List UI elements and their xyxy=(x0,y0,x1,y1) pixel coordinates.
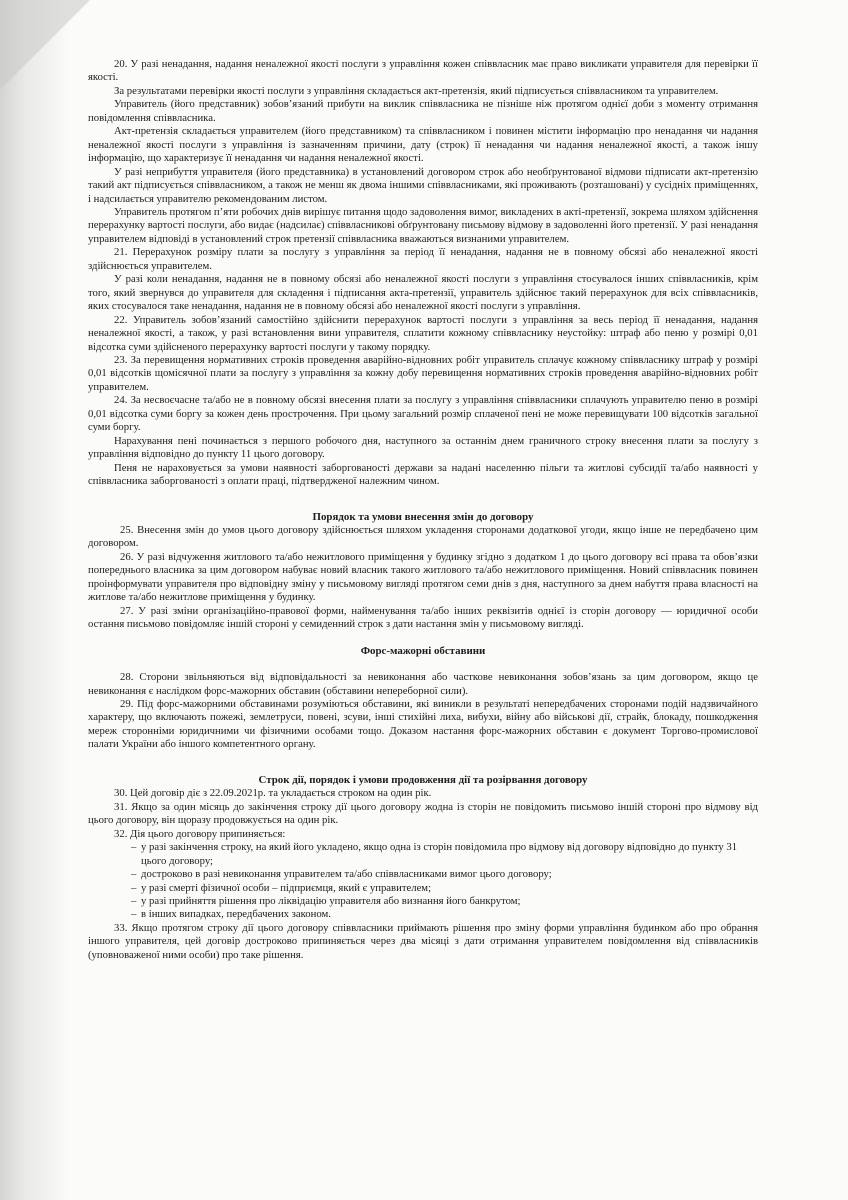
clause-29: 29. Під форс-мажорними обставинами розуміються обставини, які виникли в результаті непередбачених сторонами подій надзвичайного характеру, що включають пожежі, землетруси, повені, зсуви, інші стихійні лиха, вибухи, війну або військові дії, страйк, блокаду, пошкодження мереж сторонніми юридичними чи фізичними особами тощо. Доказом настання форс-мажорних обставин є документ Торгово-промислової палати України або іншого компетентного органу. xyxy=(88,698,758,751)
clause-20-response: Управитель протягом п’яти робочих днів вирішує питання щодо задоволення вимог, викладених в акті-претензії, зокрема шляхом здійснення перерахунку вартості послуги, або видає (надсилає) співвласникові обґрунтовану письмову відмову в задоволенні його претензії. У разі ненадання управителем відповіді в установлений строк претензії співвласника вважаються визнаними управителем. xyxy=(88,205,758,245)
clause-21: 21. Перерахунок розміру плати за послугу з управління за період її ненадання, надання не в повному обсязі або неналежної якості здійснюється управителем. xyxy=(88,246,758,272)
clause-24-accrual: Нарахування пені починається з першого робочого дня, наступного за останнім днем граничного строку внесення плати за послугу з управління відповідно до пункту 11 цього договору. xyxy=(88,434,758,461)
heading-force-majeure: Форс-мажорні обставини xyxy=(360,644,486,657)
contract-text xyxy=(88,58,758,962)
clause-20-no-show: У разі неприбуття управителя (його представника) в установлений договором строк або необґрунтованої відмови підписати акт-претензію такий акт підписується співвласником, а також не менш як двома іншими співвласниками, які проживають (розташовані) у сусідніх приміщеннях, і надсилається управителю рекомендованим листом. xyxy=(88,165,758,205)
clause-33: 33. Якщо протягом строку дії цього договору співвласники приймають рішення про зміну форми управління будинком або про обрання іншого управителя, цей договір достроково припиняється через два місяці з дати отримання управителем повідомлення від співвласників (уповноваженої ними особи) про таке рішення. xyxy=(88,921,758,961)
list-item: – в інших випадках, передбачених законом. xyxy=(88,908,758,921)
clause-31: 31. Якщо за один місяць до закінчення строку дії цього договору жодна із сторін не повідомить письмово іншій стороні про відмову від цього договору, він щоразу продовжується на один рік. xyxy=(88,800,758,827)
clause-24-exemption: Пеня не нараховується за умови наявності заборгованості держави за надані населенню пільги та житлові субсидії та/або наявності у співвласника заборгованості з оплати праці, підтвердженої належним чином. xyxy=(88,461,758,488)
clause-21-others: У разі коли ненадання, надання не в повному обсязі або неналежної якості послуги з управління стосувалося інших співвласників, крім того, який звернувся до управителя для складення і підписання акта-претензії, управитель здійснює такий перерахунок для всіх співвласників, яких стосувалося таке ненадання, надання не в повному обсязі або неналежної якості послуги з управління. xyxy=(88,273,758,313)
clause-28: 28. Сторони звільняються від відповідальності за невиконання або часткове невиконання зобов’язань за цим договором, якщо це невиконання є наслідком форс-мажорних обставин (обставини непереборної сили). xyxy=(88,671,758,697)
clause-32: 32. Дія цього договору припиняється: xyxy=(114,827,286,840)
clause-22: 22. Управитель зобов’язаний самостійно здійснити перерахунок вартості послуги з управління за весь період її ненадання, надання неналежної якості, а також, у разі встановлення вини управителя, сплатити кожному співвласнику неустойку: штраф або пеню у розмірі 0,01 відсотка суми здійсненого перерахунку вартості послуги у такому порядку. xyxy=(88,313,758,353)
clause-24: 24. За несвоєчасне та/або не в повному обсязі внесення плати за послугу з управління співвласники сплачують управителю пеню в розмірі 0,01 відсотка суми боргу за кожен день прострочення. При цьому загальний розмір сплаченої пені не може перевищувати 100 відсотків загальної суми боргу. xyxy=(88,394,758,434)
folded-corner xyxy=(0,0,90,90)
scan-edge-shadow xyxy=(0,0,70,1200)
clause-26: 26. У разі відчуження житлового та/або нежитлового приміщення у будинку згідно з додатком 1 до цього договору всі права та обов’язки попереднього власника за цим договором набуває новий власник такого житлового та/або нежитлового приміщення. Новий співвласник повинен проінформувати управителя про відповідну зміну у письмовому вигляді протягом семи днів з дня, наступного за днем набуття права власності на житлове та/або нежитлове приміщення у будинку. xyxy=(88,550,758,604)
heading-term: Строк дії, порядок і умови продовження дії та розірвання договору xyxy=(258,773,588,786)
clause-20-arrival: Управитель (його представник) зобов’язаний прибути на виклик співвласника не пізніше ніж протягом однієї доби з моменту отримання повідомлення співвласника. xyxy=(88,98,758,124)
list-item: – у разі смерті фізичної особи – підприємця, який є управителем; xyxy=(88,882,758,895)
clause-20: 20. У разі ненадання, надання неналежної якості послуги з управління кожен співвласник має право викликати управителя для перевірки її якості. xyxy=(88,58,758,84)
heading-changes: Порядок та умови внесення змін до договору xyxy=(312,510,534,523)
clause-20-act-content: Акт-претензія складається управителем (його представником) та співвласником і повинен містити інформацію про ненадання чи надання неналежної якості послуги з управління із зазначенням причини, дату (строк) її ненадання чи надання неналежної якості, а також іншу інформацію, що характеризує її ненадання чи надання неналежної якості. xyxy=(88,125,758,165)
clause-30: 30. Цей договір діє з 22.09.2021р. та укладається строком на один рік. xyxy=(114,787,432,800)
clause-20-act: За результатами перевірки якості послуги з управління складається акт-претензія, який підписується співвласником та управителем. xyxy=(114,84,719,97)
clause-27: 27. У разі зміни організаційно-правової форми, найменування та/або інших реквізитів однієї із сторін договору — юридичної особи остання письмово повідомляє іншій стороні у семиденний строк з дати настання змін у письмовому вигляді. xyxy=(88,604,758,631)
clause-23: 23. За перевищення нормативних строків проведення аварійно-відновних робіт управитель сплачує кожному співвласнику штраф у розмірі 0,01 відсотків щомісячної плати за послугу з управління за кожну добу перевищення нормативних строків проведення аварійно-відновних робіт управителем. xyxy=(88,353,758,393)
clause-25: 25. Внесення змін до умов цього договору здійснюється шляхом укладення сторонами додаткової угоди, якщо інше не передбачено цим договором. xyxy=(88,524,758,550)
termination-list xyxy=(88,841,758,922)
list-item: – достроково в разі невиконання управителем та/або співвласниками вимог цього договору; xyxy=(88,868,758,881)
list-item: – у разі закінчення строку, на який його укладено, якщо одна із сторін повідомила про відмову від договору відповідно до пункту 31 цього договору; xyxy=(88,841,758,868)
list-item: – у разі прийняття рішення про ліквідацію управителя або визнання його банкрутом; xyxy=(88,895,758,908)
